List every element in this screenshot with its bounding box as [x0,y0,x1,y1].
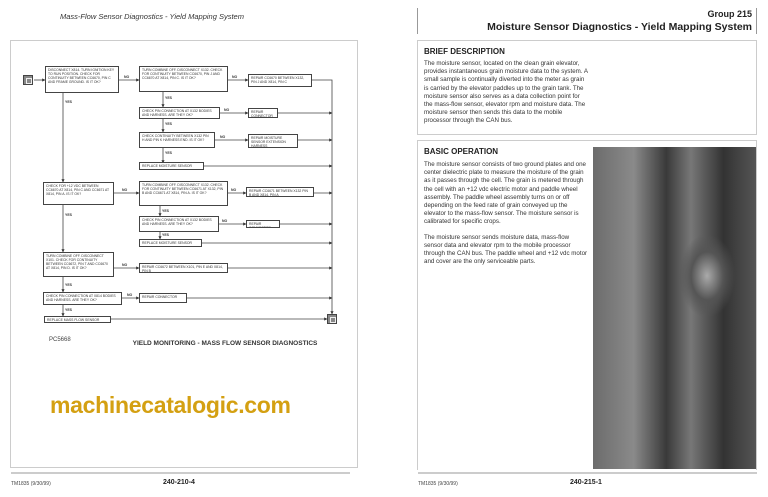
yes-label: YES [165,122,173,126]
no-label: NO [220,135,226,139]
footer-rule [11,472,350,474]
yes-label: YES [65,213,73,217]
flow-box-d: CHECK PIN CONNECTION AT X132 BODIES AND HARNESS. ARE THEY OK? [139,107,220,119]
no-label: NO [231,188,237,192]
flow-box-a: DISCONNECT X814. TURN IGNITION KEY TO RUN POSITION. CHECK FOR CONTINUITY BETWEEN CC6670, PIN C AND FRAME GROUND. IS IT OK? [45,66,119,93]
flowchart-connectors [0,0,380,340]
flow-box-h: REPLACE MOISTURE SENSOR [139,162,204,170]
section-heading: BASIC OPERATION [424,147,499,156]
flow-box-o: TURN COMBINE OFF. DISCONNECT X101. CHECK FOR CONTINUITY BETWEEN CC6672, PIN T AND CC6670 AT X814, PIN D. IS IT OK? [43,252,114,277]
section-heading: BRIEF DESCRIPTION [424,47,505,56]
brief-description-section [417,40,757,135]
flow-box-b: TURN COMBINE OFF. DISCONNECT X132. CHECK FOR CONTINUITY BETWEEN CC6670, PIN J AND CC6670 AT X814, PIN C. IS IT OK? [139,66,228,92]
start-terminal-icon [23,75,33,85]
flow-box-n: REPLACE MOISTURE SENSOR [139,239,202,247]
section-text: The moisture sensor sends moisture data, mass-flow sensor data and elevator rpm to the mobile processor through the CAN bus. The paddle wheel and +12 vdc motor and cover are the only serviceable parts. [424,233,588,266]
flow-box-l: CHECK PIN CONNECTION AT X132 BODIES AND HARNESS. ARE THEY OK? [139,216,219,232]
no-label: NO [124,75,130,79]
header-rule [756,8,757,34]
right-footer-doc: TM1835 (9/30/99) [418,481,458,487]
section-text: The moisture sensor, located on the clean grain elevator, provides instantaneous grain moisture data to the system. A small sample is continually diverted into the meter as grain is carried by the elevator paddles up to the grain tank. The moisture sensor also serves as a data collection point for the mass-flow sensor, elevator rpm and moisture data. The moisture sensor then sends this data to the mobile processor through the CAN bus. [424,60,588,125]
no-label: NO [232,75,238,79]
yes-label: YES [65,100,73,104]
moisture-sensor-photo [593,147,756,469]
flow-box-q: CHECK PIN CONNECTION AT X814 BODIES AND HARNESS. ARE THEY OK? [43,292,122,305]
flow-box-m: REPAIR CONNECTOR [246,220,280,228]
group-label: Group 215 [707,9,752,19]
no-label: NO [122,263,128,267]
yes-label: YES [165,96,173,100]
flow-box-g: REPAIR MOISTURE SENSOR EXTENSION HARNESS [248,134,298,148]
flow-box-s: REPLACE MASS FLOW SENSOR [44,316,111,323]
yes-label: YES [165,151,173,155]
no-label: NO [222,219,228,223]
footer-rule [418,472,757,474]
flow-box-f: CHECK CONTINUITY BETWEEN X132 PIN H AND PIN K HARNESS END. IS IT OK? [139,132,215,148]
no-label: NO [122,188,128,192]
flow-box-j: TURN COMBINE OFF. DISCONNECT X132. CHECK FOR CONTINUITY BETWEEN CC6671 AT X132, PIN B AND CC6671 AT X814, PIN A. IS IT OK? [139,181,228,206]
header-rule [417,8,418,34]
section-body [424,161,589,273]
left-footer-doc: TM1835 (9/30/99) [11,481,51,487]
yes-label: YES [162,209,170,213]
no-label: NO [127,293,133,297]
end-terminal-icon [327,314,337,324]
flow-box-e: REPAIR CONNECTOR [248,108,278,118]
yes-label: YES [65,283,73,287]
flow-box-i: CHECK FOR +12 VDC BETWEEN CC6670 AT X814, PIN C AND CC6671 AT X814, PIN A. IS IT OK? [43,182,114,205]
flow-box-r: REPAIR CONNECTOR [139,293,187,303]
left-page-number: 240-210-4 [163,479,195,486]
left-page-header: Mass-Flow Sensor Diagnostics - Yield Mapping System [60,12,244,21]
figure-caption: YIELD MONITORING - MASS FLOW SENSOR DIAGNOSTICS [132,340,318,347]
page-title: Moisture Sensor Diagnostics - Yield Mapping System [487,21,752,33]
flow-box-p: REPAIR CC6672 BETWEEN X101, PIN E AND X814, PIN B [139,263,228,273]
yes-label: YES [65,308,73,312]
watermark: machinecatalogic.com [50,392,291,418]
flow-box-c: REPAIR CC6670 BETWEEN X132, PIN J AND X814, PIN C [248,74,312,87]
yes-label: YES [162,233,170,237]
right-page-number: 240-215-1 [570,479,602,486]
flow-box-k: REPAIR CC6671 BETWEEN X132 PIN B AND X814, PIN A [246,187,314,197]
no-label: NO [224,108,230,112]
figure-id: PC5668 [49,337,71,343]
section-text: The moisture sensor consists of two ground plates and one center dielectric plate to measure the moisture of the grain as it passes through the cell. The grain is metered through the cell with an +12 vdc electric motor and paddle wheel assembly. The paddle wheel assembly turns on or off depending on the feed rate of grain conveyed up the elevator to the mass-flow sensor. The moisture sensor is calibrated for specific crops. [424,161,586,226]
